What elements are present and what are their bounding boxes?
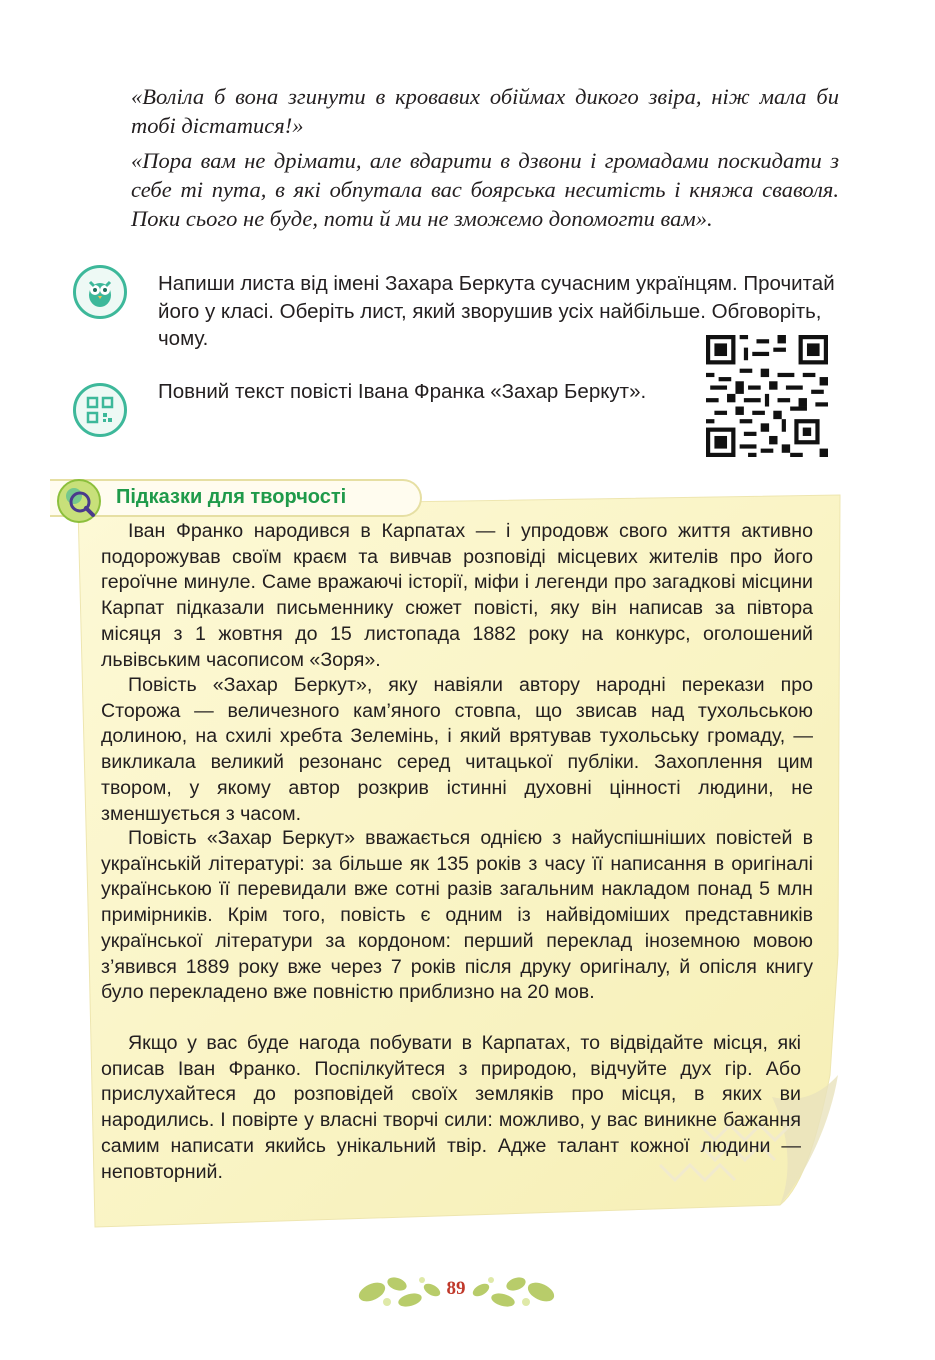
left-ornament-icon — [352, 1270, 447, 1312]
quote-2: «Пора вам не дрімати, але вдарити в дзвони і громадами поскидати з себе ті пута, в які обпутала вас боярська неситість і княжа сваволя. Поки сього не буде, поти й ми не зможемо допомогти вам». — [131, 148, 839, 231]
qr-code-icon — [73, 383, 127, 437]
hint-paragraph-3: Повість «Захар Беркут» вважається однією з найуспішніших повістей в українській літературі: за більше як 135 років з часу її написання в оригіналі українською її перевидали вже сотні разів загальним накладом понад 5 млн примірників. Крім того, повість є одним із найвідоміших представників української літератури за кордоном: перший переклад іноземною мовою з’явився 1889 року вже через 7 років після друку оригіналу, й опісля книгу було перекладено вже повністю приблизно на 20 мов. — [101, 827, 813, 1004]
magnifier-globe-icon — [57, 479, 101, 523]
qr-task-text: Повний текст повісті Івана Франка «Захар Беркут». — [158, 380, 647, 403]
owl-icon — [73, 265, 127, 319]
qr-code[interactable] — [706, 335, 828, 457]
right-ornament-icon — [466, 1270, 561, 1312]
hint-paragraph-4: Якщо у вас буде нагода побувати в Карпатах, то відвідайте місця, які описав Іван Франко. Поспілкуйтеся з природою, відчуйте дух гір. Або прислухайтеся до розповідей своїх земляків про місця, в яких ви народились. І повірте у власні творчі сили: можливо, у вас виникне бажання самим написати якийсь унікальний твір. Адже талант кожної людини — неповторний. — [101, 1032, 801, 1183]
hints-title: Підказки для творчості — [116, 486, 347, 508]
hint-paragraph-1: Іван Франко народився в Карпатах — і упродовж свого життя активно подорожував своїм краєм та вивчав розповіді місцевих жителів про його героїчне минуле. Саме вражаючі історії, міфи і легенди про загадкові місцини Карпат підказали письменнику сюжет повісті, яку він написав за півтора місяця з 1 жовтня до 15 листопада 1882 року на конкурс, оголошений львівським часописом «Зоря». — [101, 520, 813, 671]
hint-paragraph-2: Повість «Захар Беркут», яку навіяли автору народні перекази про Сторожа — величезного кам’яного стовпа, що звисав над тухольською долиною, на схилі хребта Зелемінь, і який врятував тухольську громаду, — викликала великий резонанс серед читацької публіки. Захоплення цим твором, у якому автор розкрив істинні духовні цінності людини, не зменшується з часом. — [101, 674, 813, 825]
quote-1: «Воліла б вона згинути в кровавих обіймах дикого звіра, ніж мала би тобі дістатися!» — [131, 84, 839, 138]
page-number: 89 — [446, 1278, 466, 1299]
task-text: Напиши листа від імені Захара Беркута сучасним українцям. Прочитай його у класі. Оберіть лист, який зворушив усіх найбільше. Обговоріть, чому. — [158, 272, 835, 350]
